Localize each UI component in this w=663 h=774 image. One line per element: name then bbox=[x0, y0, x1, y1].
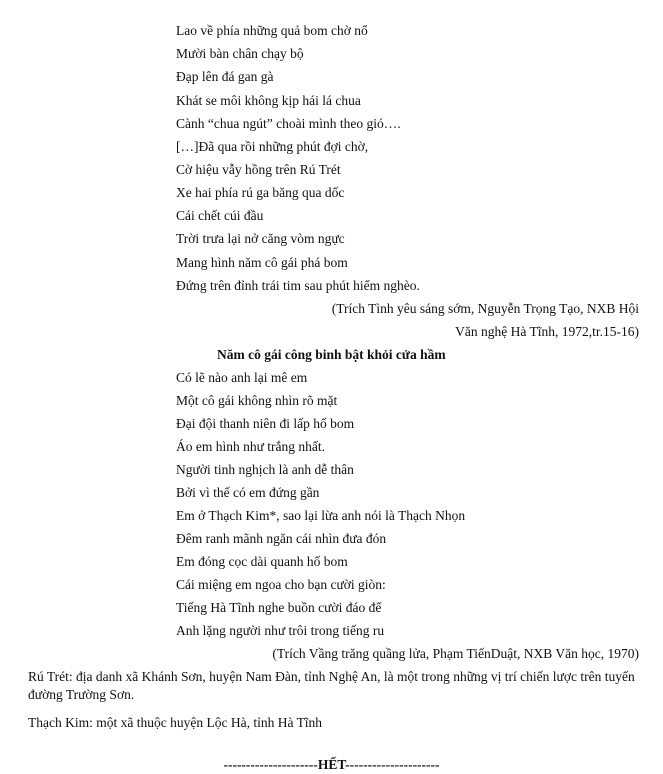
poem1-line: Cờ hiệu vẫy hồng trên Rú Trét bbox=[176, 162, 341, 177]
poem1-line: Khát se môi không kịp hái lá chua bbox=[176, 93, 361, 108]
poem2-line: Tiếng Hà Tĩnh nghe buồn cười đáo để bbox=[176, 600, 382, 615]
poem2-line: Có lẽ nào anh lại mê em bbox=[176, 370, 308, 385]
footnote-thach-kim: Thạch Kim: một xã thuộc huyện Lộc Hà, tỉnh Hà Tĩnh bbox=[28, 715, 323, 730]
poem2-title: Năm cô gái công binh bật khỏi cửa hầm bbox=[217, 347, 446, 362]
poem2-line: Áo em hình như trắng nhất. bbox=[176, 439, 326, 454]
poem2-line: Cái miệng em ngoa cho bạn cười giòn: bbox=[176, 577, 386, 592]
poem1-line: Cái chết cúi đầu bbox=[176, 208, 264, 223]
poem1-line: Đứng trên đỉnh trái tim sau phút hiểm nghèo. bbox=[176, 278, 420, 293]
poem2-line: Em đóng cọc dài quanh hố bom bbox=[176, 554, 348, 569]
footnote-ru-tret: Rú Trét: địa danh xã Khánh Sơn, huyện Nam Đàn, tỉnh Nghệ An, là một trong những vị trí chiến lược trên tuyến đường Trường Sơn. bbox=[28, 669, 635, 702]
poem1-citation: (Trích Tình yêu sáng sớm, Nguyễn Trọng Tạo, NXB Hội bbox=[331, 301, 639, 316]
poem2-line: Đêm ranh mãnh ngăn cái nhìn đưa đón bbox=[176, 531, 387, 546]
poem1-line: Trời trưa lại nở căng vòm ngực bbox=[176, 231, 345, 246]
poem1-line: Lao về phía những quả bom chờ nổ bbox=[176, 23, 368, 38]
poem2-line: Bởi vì thế có em đứng gần bbox=[176, 485, 320, 500]
poem1-line: Cành “chua ngút” choài mình theo gió…. bbox=[176, 116, 401, 131]
poem1-line: Đạp lên đá gan gà bbox=[176, 69, 274, 84]
end-marker: ---------------------HẾT--------------------- bbox=[223, 757, 440, 772]
poem1-line: Mang hình năm cô gái phá bom bbox=[176, 255, 348, 270]
poem2-line: Anh lặng người như trôi trong tiếng ru bbox=[176, 623, 385, 638]
poem1-line: […]Đã qua rồi những phút đợi chờ, bbox=[176, 139, 369, 154]
poem1-citation-continued: Văn nghệ Hà Tĩnh, 1972,tr.15-16) bbox=[455, 324, 639, 339]
poem2-line: Đại đội thanh niên đi lấp hố bom bbox=[176, 416, 355, 431]
poem2-citation: (Trích Vầng trăng quầng lửa, Phạm TiếnDuật, NXB Văn học, 1970) bbox=[272, 646, 639, 661]
poem2-line: Em ở Thạch Kim*, sao lại lừa anh nói là Thạch Nhọn bbox=[176, 508, 466, 523]
poem1-line: Xe hai phía rú ga băng qua dốc bbox=[176, 185, 345, 200]
poem2-line: Một cô gái không nhìn rõ mặt bbox=[176, 393, 338, 408]
poem2-line: Người tinh nghịch là anh dễ thân bbox=[176, 462, 354, 477]
poem1-line: Mười bàn chân chạy bộ bbox=[176, 46, 304, 61]
